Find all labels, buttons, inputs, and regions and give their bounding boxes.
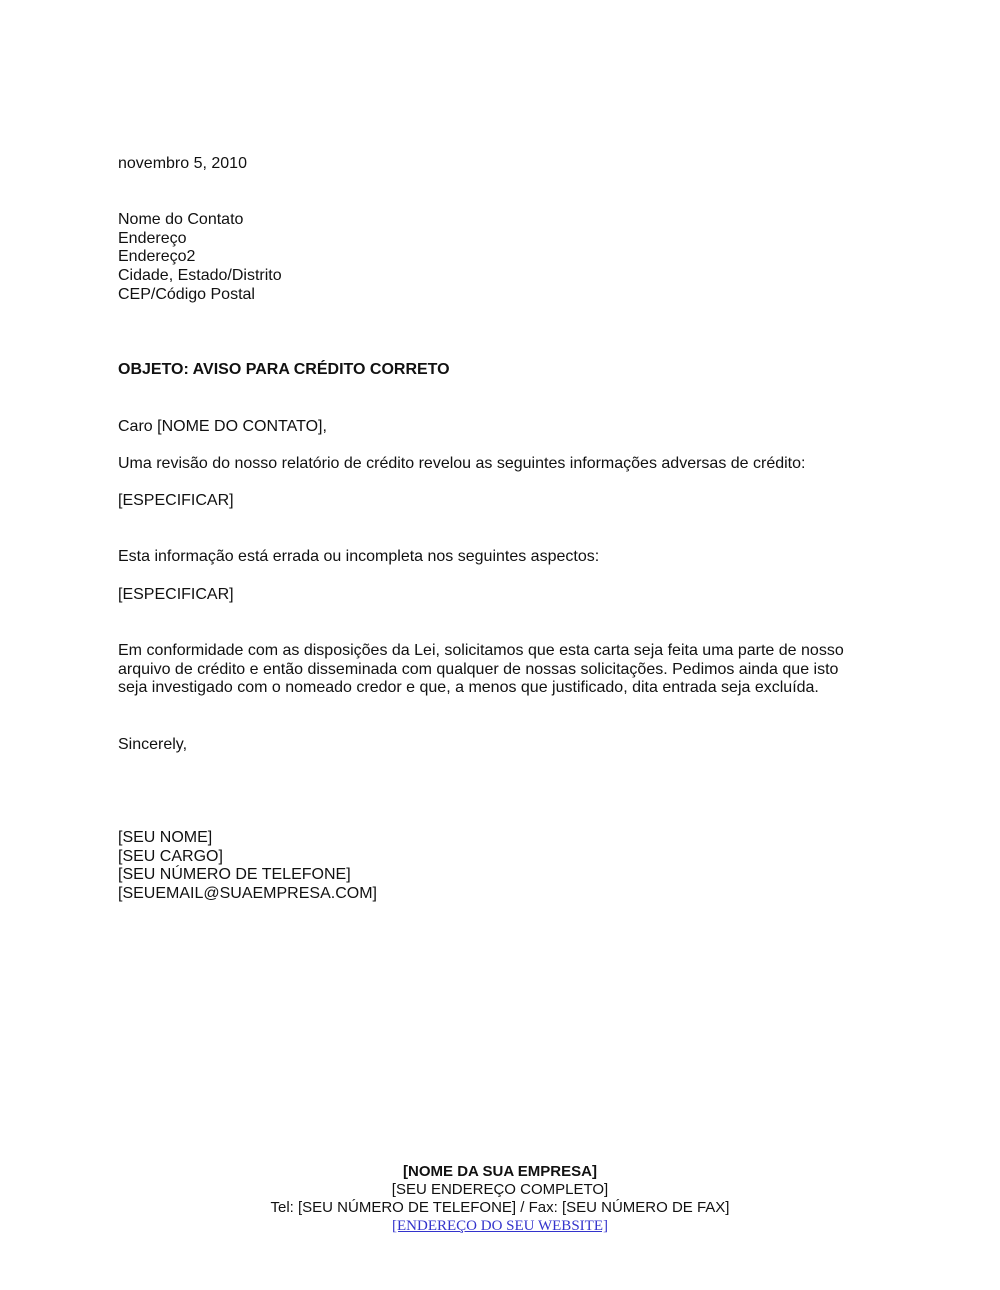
paragraph-3-line: arquivo de crédito e então disseminada com qualquer de nossas solicitações. Pedimos ainda que isto	[118, 660, 839, 678]
signature-email: [SEUEMAIL@SUAEMPRESA.COM]	[118, 885, 377, 903]
paragraph-2: Esta informação está errada ou incompleta nos seguintes aspectos:	[118, 548, 600, 565]
company-footer	[0, 1163, 1000, 1235]
letter-date: novembro 5, 2010	[118, 155, 247, 172]
paragraph-1: Uma revisão do nosso relatório de crédito revelou as seguintes informações adversas de crédito:	[118, 455, 806, 472]
letter-salutation: Caro [NOME DO CONTATO],	[118, 418, 327, 435]
signature-name: [SEU NOME]	[118, 829, 213, 846]
recipient-address-line1: Endereço	[118, 229, 187, 247]
footer-company-name: [NOME DA SUA EMPRESA]	[403, 1163, 597, 1180]
footer-address: [SEU ENDEREÇO COMPLETO]	[391, 1181, 609, 1198]
recipient-address	[118, 211, 282, 305]
signature-title: [SEU CARGO]	[118, 847, 223, 865]
paragraph-3-line: seja investigado com o nomeado credor e que, a menos que justificado, dita entrada seja excluída.	[118, 679, 819, 697]
recipient-postal-code: CEP/Código Postal	[118, 285, 255, 303]
footer-website-link[interactable]: [ENDEREÇO DO SEU WEBSITE]	[392, 1218, 608, 1234]
letter-closing: Sincerely,	[118, 736, 188, 753]
paragraph-3	[118, 642, 844, 698]
recipient-address-line2: Endereço2	[118, 248, 196, 266]
recipient-city-state: Cidade, Estado/Distrito	[118, 267, 282, 285]
specify-placeholder-2: [ESPECIFICAR]	[118, 586, 234, 603]
letter-subject: OBJETO: AVISO PARA CRÉDITO CORRETO	[118, 361, 450, 378]
signature-phone: [SEU NÚMERO DE TELEFONE]	[118, 866, 351, 884]
signature-block	[118, 829, 377, 904]
footer-contact: Tel: [SEU NÚMERO DE TELEFONE] / Fax: [SEU NÚMERO DE FAX]	[270, 1199, 730, 1216]
recipient-name: Nome do Contato	[118, 211, 244, 228]
specify-placeholder-1: [ESPECIFICAR]	[118, 492, 234, 509]
paragraph-3-line: Em conformidade com as disposições da Lei, solicitamos que esta carta seja feita uma parte de nosso	[118, 642, 844, 659]
